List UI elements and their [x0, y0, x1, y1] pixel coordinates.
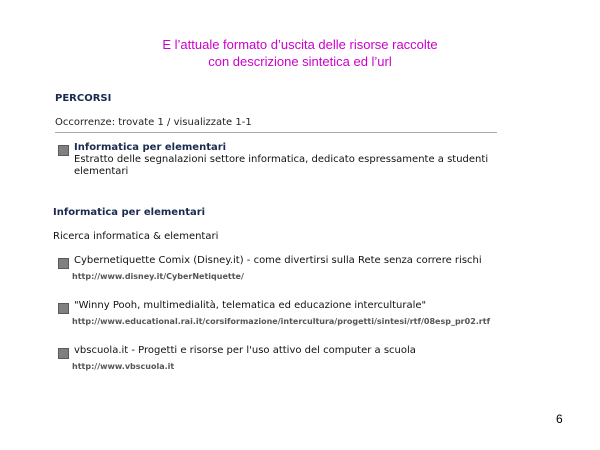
item-bullet-icon	[58, 348, 69, 359]
slide-heading	[0, 36, 600, 70]
item-link-winny-pooh[interactable]: "Winny Pooh, multimedialità, telematica ed educazione interculturale"	[74, 300, 427, 311]
percorsi-title: PERCORSI	[55, 93, 112, 104]
item-bullet-icon	[58, 303, 69, 314]
category-subtitle: Ricerca informatica & elementari	[53, 231, 219, 242]
item-url[interactable]: http://www.disney.it/CyberNetiquette/	[72, 272, 244, 281]
item-link-vbscuola[interactable]: vbscuola.it - Progetti e risorse per l'uso attivo del computer a scuola	[74, 345, 416, 356]
occurrences-text: Occorrenze: trovate 1 / visualizzate 1-1	[55, 117, 252, 128]
item-bullet-icon	[58, 258, 69, 269]
result-bullet-icon	[58, 145, 69, 156]
category-title: Informatica per elementari	[53, 207, 206, 218]
item-link-cybernetiquette[interactable]: Cybernetiquette Comix (Disney.it) - come divertirsi sulla Rete senza correre rischi	[74, 255, 482, 266]
heading-line-2: con descrizione sintetica ed l’url	[208, 54, 392, 69]
page-number: 6	[556, 412, 563, 426]
divider	[55, 132, 497, 133]
item-url[interactable]: http://www.vbscuola.it	[72, 362, 175, 371]
result-link-informatica[interactable]: Informatica per elementari	[74, 142, 227, 153]
heading-line-1: E l’attuale formato d’uscita delle risorse raccolte	[162, 37, 438, 52]
result-description: Estratto delle segnalazioni settore informatica, dedicato espressamente a studenti elementari	[74, 154, 489, 177]
item-url[interactable]: http://www.educational.rai.it/corsiformazione/intercultura/progetti/sintesi/rtf/08esp_pr02.rtf	[72, 317, 491, 326]
